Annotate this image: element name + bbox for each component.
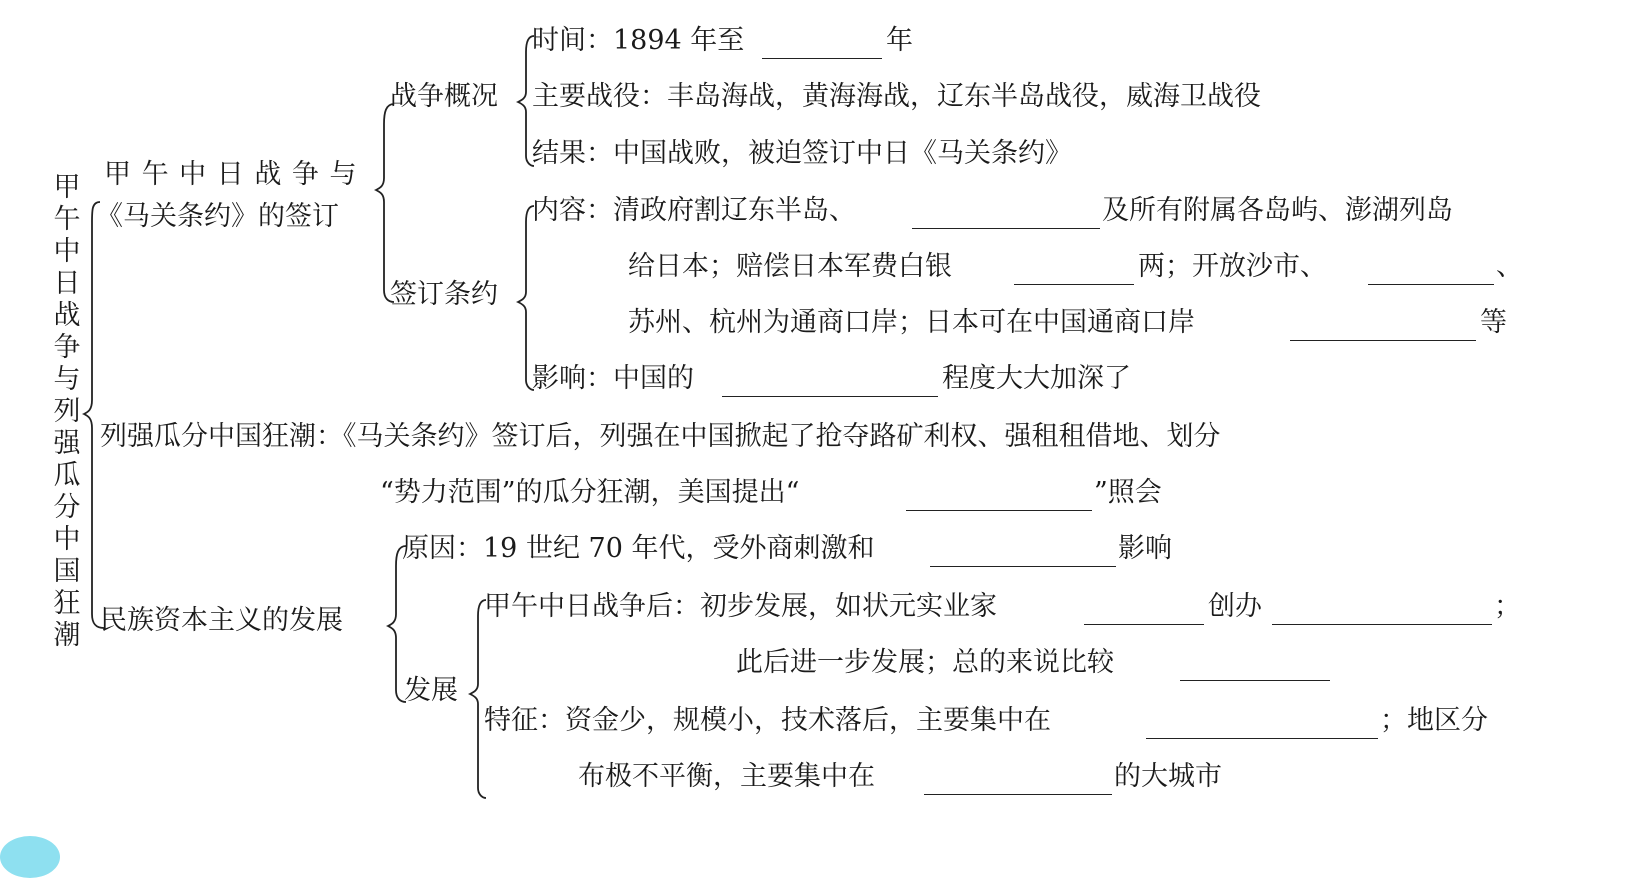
capitalism-cause-b: 影响	[1118, 533, 1172, 564]
blank-coastal[interactable]	[924, 794, 1112, 795]
treaty-label: 签订条约	[390, 279, 498, 310]
blank-westernization[interactable]	[930, 566, 1116, 567]
treaty-content-2c: 、	[1496, 251, 1523, 282]
treaty-content-1b: 及所有附属各岛屿、澎湖列岛	[1102, 195, 1453, 226]
blank-enterprise[interactable]	[1272, 624, 1492, 625]
overview-result: 结果：中国战败，被迫签订中日《马关条约》	[532, 138, 1072, 169]
dev-feature-2: 布极不平衡，主要集中在	[578, 761, 875, 792]
blank-industrialist[interactable]	[1084, 624, 1204, 625]
dev-feature-1b: ；地区分	[1380, 705, 1488, 736]
section3-title: 民族资本主义的发展	[100, 605, 343, 636]
section1-brace	[376, 104, 394, 302]
blank-end-year[interactable]	[762, 58, 882, 59]
scramble-line2b: ”照会	[1094, 477, 1162, 508]
overview-battles: 主要战役：丰岛海战，黄海海战，辽东半岛战役，威海卫战役	[532, 81, 1261, 112]
section1-title-line1: 甲 午 中 日 战 争 与	[104, 159, 358, 190]
scramble-line2: “势力范围”的瓜分狂潮，美国提出“	[380, 477, 800, 508]
overview-time-suffix: 年	[886, 25, 913, 56]
development-label: 发展	[404, 675, 458, 706]
treaty-impact-b: 程度大大加深了	[942, 363, 1131, 394]
section1-title-line2: 《马关条约》的签订	[96, 201, 339, 232]
dev-feature-2b: 的大城市	[1114, 761, 1222, 792]
corner-decoration	[0, 836, 60, 878]
blank-light-industry[interactable]	[1146, 738, 1378, 739]
treaty-content-2b: 两；开放沙市、	[1138, 251, 1327, 282]
dev-after-war-b: 创办	[1208, 591, 1262, 622]
treaty-content-3b: 等	[1480, 307, 1507, 338]
treaty-impact: 影响：中国的	[532, 363, 694, 394]
blank-slow[interactable]	[1180, 680, 1330, 681]
dev-feature-1: 特征：资金少，规模小，技术落后，主要集中在	[484, 705, 1051, 736]
dev-later: 此后进一步发展；总的来说比较	[736, 647, 1114, 678]
scramble-line1: 列强瓜分中国狂潮：《马关条约》签订后，列强在中国掀起了抢夺路矿利权、强租租借地、划分	[100, 421, 1221, 452]
overview-label: 战争概况	[390, 81, 498, 112]
overview-time: 时间：1894 年至	[532, 25, 745, 56]
blank-factory-rights[interactable]	[1290, 340, 1476, 341]
development-brace	[470, 600, 486, 798]
treaty-content-2: 给日本；赔偿日本军费白银	[628, 251, 952, 282]
blank-semi-colonial[interactable]	[722, 396, 938, 397]
blank-indemnity[interactable]	[1014, 284, 1134, 285]
dev-after-war-c: ；	[1494, 591, 1521, 622]
blank-island[interactable]	[912, 228, 1100, 229]
root-title: 甲午中日战争与列强瓜分中国狂潮	[53, 172, 81, 651]
root-brace	[84, 202, 104, 628]
treaty-content-3: 苏州、杭州为通商口岸；日本可在中国通商口岸	[628, 307, 1195, 338]
blank-port[interactable]	[1368, 284, 1494, 285]
capitalism-cause: 原因：19 世纪 70 年代，受外商刺激和	[402, 533, 875, 564]
blank-open-door[interactable]	[906, 510, 1092, 511]
treaty-content-1: 内容：清政府割辽东半岛、	[532, 195, 856, 226]
dev-after-war: 甲午中日战争后：初步发展，如状元实业家	[484, 591, 997, 622]
